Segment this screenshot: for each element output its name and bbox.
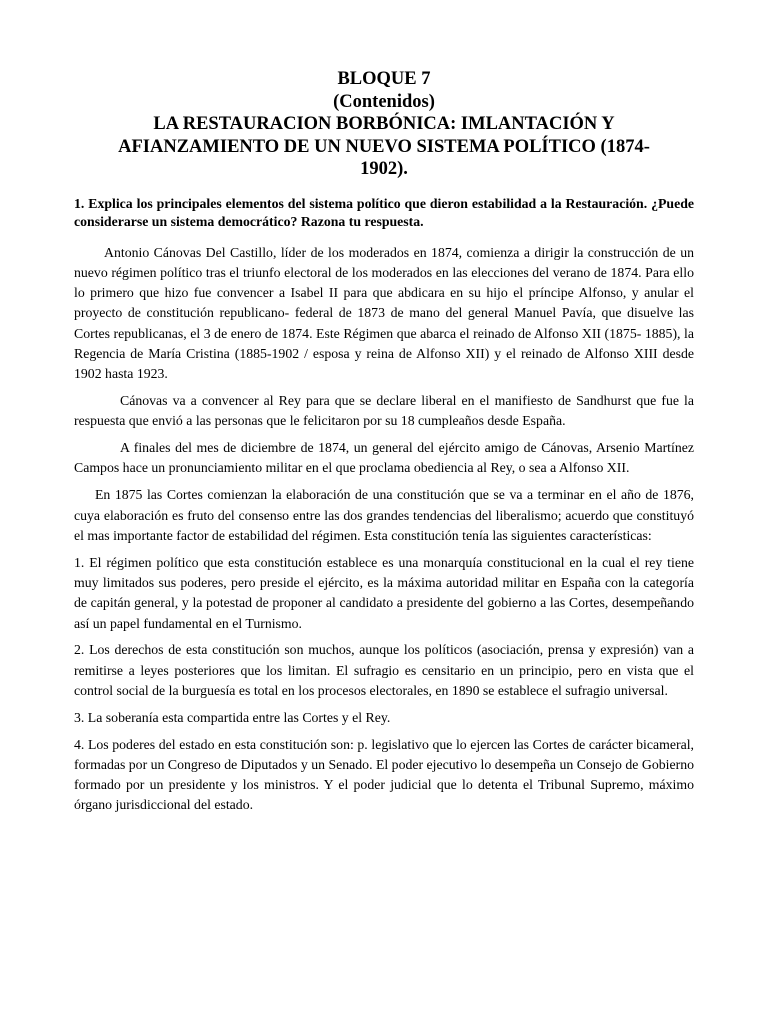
document-title-line-2: AFIANZAMIENTO DE UN NUEVO SISTEMA POLÍTICO (1874- (118, 136, 650, 157)
list-item-derechos: 2. Los derechos de esta constitución son muchos, aunque los políticos (asociación, prensa y expresión) van a remitirse a leyes posteriores que los limitan. El sufragio es censitario en un principio, pero en vista que el control social de la burguesía es total en los procesos electorales, en 1890 se establece el sufragio universal. (74, 642, 694, 698)
document-page (74, 68, 694, 822)
document-title-line-3: 1902). (360, 159, 408, 179)
block-heading: BLOQUE 7 (337, 69, 431, 89)
paragraph-sandhurst: Cánovas va a convencer al Rey para que se declare liberal en el manifiesto de Sandhurst que fue la respuesta que envió a las personas que le felicitaron por su 18 cumpleaños desde España. (74, 393, 694, 429)
list-item-poderes: 4. Los poderes del estado en esta constitución son: p. legislativo que lo ejercen las Cortes de carácter bicameral, formadas por un Congreso de Diputados y un Senado. El poder ejecutivo lo desempeña un Consejo de Gobierno formado por un presidente y los ministros. Y el poder judicial que lo detenta el Tribunal Supremo, máximo órgano jurisdiccional del estado. (74, 736, 694, 813)
question-heading: 1. Explica los principales elementos del sistema político que dieron estabilidad a la Restauración. ¿Puede considerarse un sistema democrático? Razona tu respuesta. (74, 195, 694, 229)
list-item-regimen: 1. El régimen político que esta constitución establece es una monarquía constitucional en la cual el rey tiene muy limitados sus poderes, pero preside el ejército, es la máxima autoridad militar en España con la categoría de capitán general, y la potestad de proponer al candidato a presidente del gobierno a las Cortes, desempeñando así un papel fundamental en el Turnismo. (74, 554, 694, 631)
document-title-line-1: LA RESTAURACION BORBÓNICA: IMLANTACIÓN Y (153, 114, 615, 134)
document-title-block (74, 68, 694, 181)
paragraph-pronunciamiento: A finales del mes de diciembre de 1874, un general del ejército amigo de Cánovas, Arsenio Martínez Campos hace un pronunciamiento militar en el que proclama obediencia al Rey, o sea a Alfonso XII. (74, 440, 694, 476)
list-item-soberania: 3. La soberanía esta compartida entre las Cortes y el Rey. (74, 709, 391, 725)
paragraph-constitucion-1876: En 1875 las Cortes comienzan la elaboración de una constitución que se va a terminar en el año de 1876, cuya elaboración es fruto del consenso entre las dos grandes tendencias del liberalismo; acuerdo que constituyó el mas importante factor de estabilidad del régimen. Esta constitución tenía las siguientes características: (74, 487, 694, 543)
paragraph-canovas: Antonio Cánovas Del Castillo, líder de los moderados en 1874, comienza a dirigir la construcción de un nuevo régimen político tras el triunfo electoral de los moderados en las elecciones del verano de 1874. Para ello lo primero que hizo fue convencer a Isabel II para que abdicara en su hijo el príncipe Alfonso, y anular el proyecto de constitución republicano- federal de 1873 de mano del general Manuel Pavía, que disuelve las Cortes republicanas, el 3 de enero de 1874. Este Régimen que abarca el reinado de Alfonso XII (1875- 1885), la Regencia de María Cristina (1885-1902 / esposa y reina de Alfonso XII) y el reinado de Alfonso XIII desde 1902 hasta 1923. (74, 244, 694, 382)
contents-subtitle: (Contenidos) (333, 91, 435, 112)
